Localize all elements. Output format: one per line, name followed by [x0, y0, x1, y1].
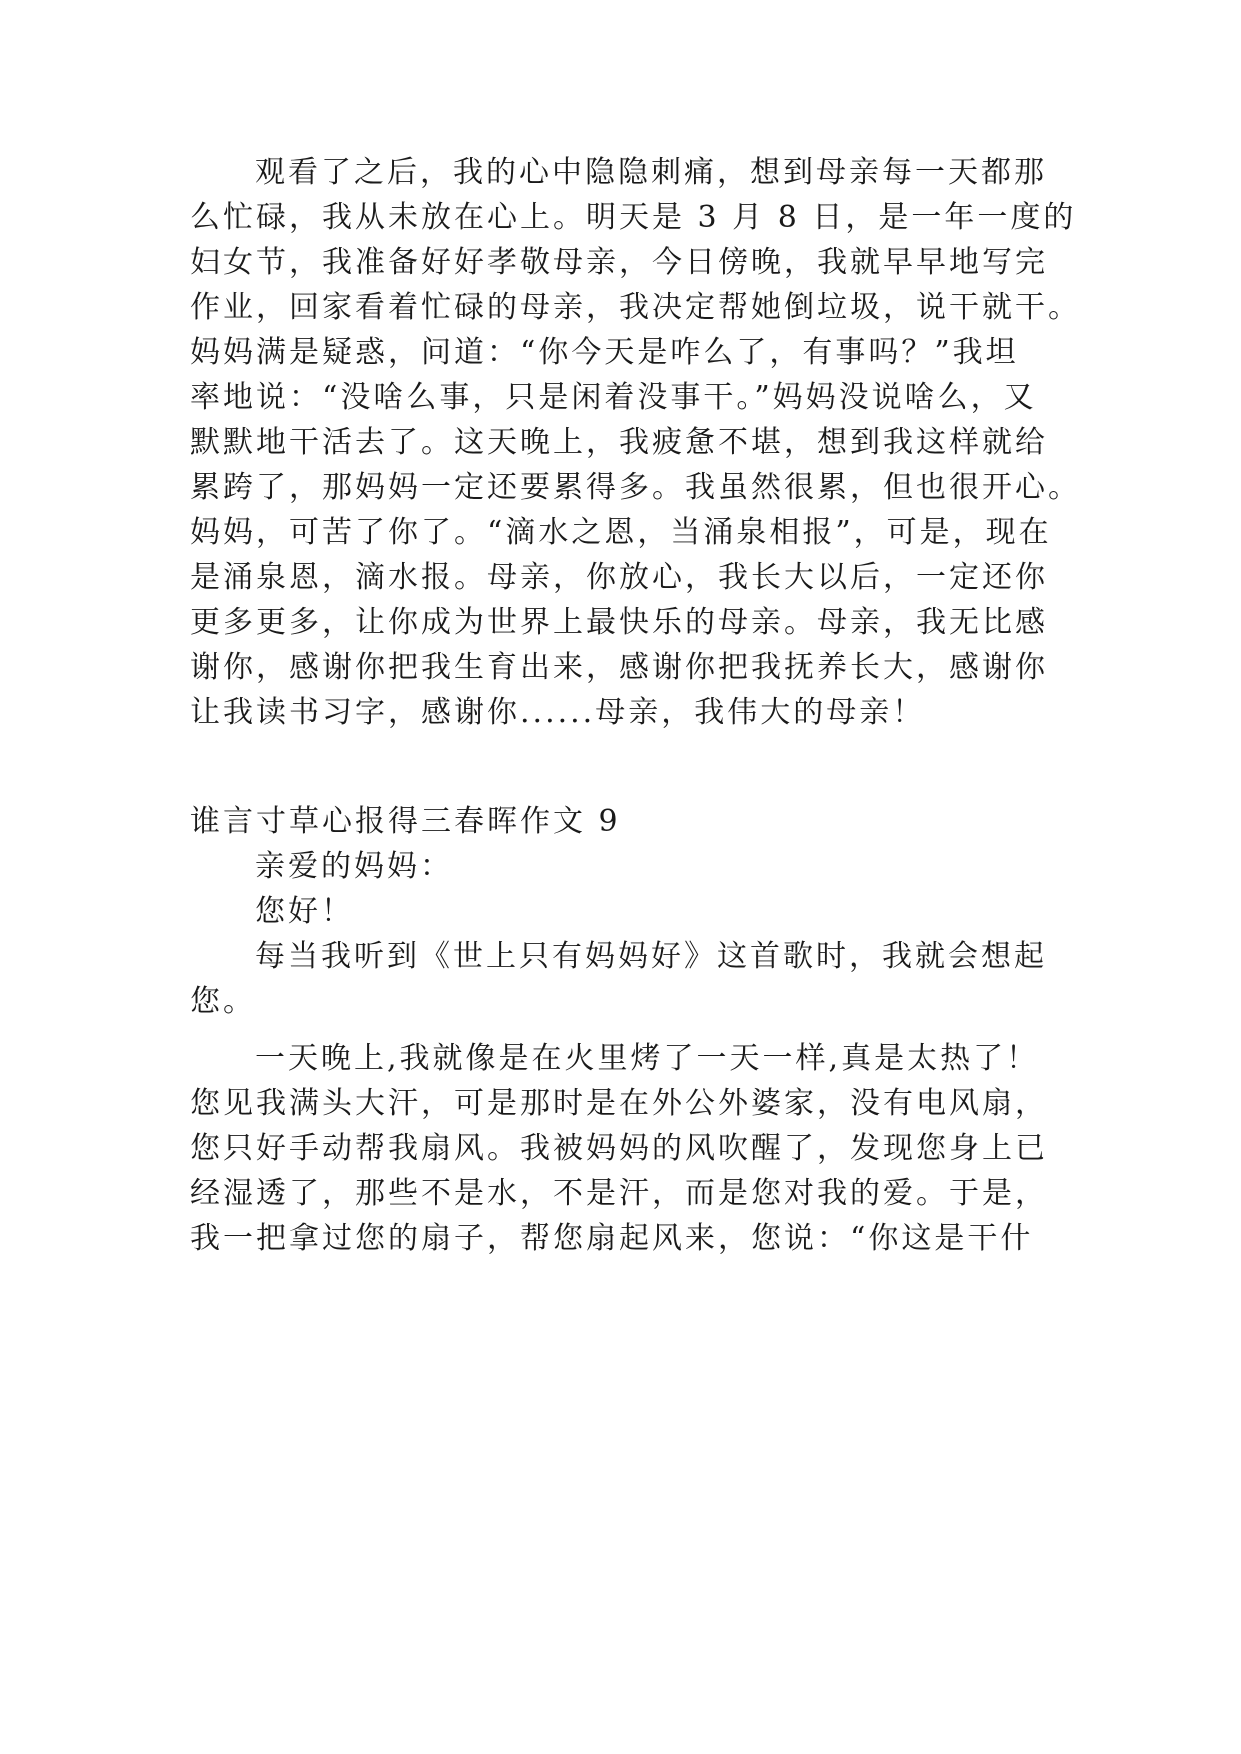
- paragraph-line: 妈妈，可苦了你了。“滴水之恩，当涌泉相报”，可是，现在: [190, 515, 1052, 550]
- paragraph-line: 让我读书习字，感谢你......母亲，我伟大的母亲！: [190, 695, 926, 730]
- paragraph-line: 作业，回家看着忙碌的母亲，我决定帮她倒垃圾，说干就干。: [190, 290, 1081, 325]
- paragraph-line: 观看了之后，我的心中隐隐刺痛，想到母亲每一天都那: [255, 155, 1047, 190]
- paragraph-line: 么忙碌，我从未放在心上。明天是 3 月 8 日，是一年一度的: [190, 200, 1077, 235]
- letter-greeting: 亲爱的妈妈：: [255, 849, 453, 884]
- paragraph-line: 谢你，感谢你把我生育出来，感谢你把我抚养长大，感谢你: [190, 650, 1048, 685]
- paragraph-line: 您。: [190, 984, 256, 1019]
- paragraph-line: 您只好手动帮我扇风。我被妈妈的风吹醒了，发现您身上已: [190, 1131, 1048, 1166]
- paragraph-line: 累跨了，那妈妈一定还要累得多。我虽然很累，但也很开心。: [190, 470, 1081, 505]
- paragraph-line: 经湿透了，那些不是水，不是汗，而是您对我的爱。于是，: [190, 1176, 1048, 1211]
- letter-salutation: 您好！: [255, 894, 354, 929]
- paragraph-line: 更多更多，让你成为世界上最快乐的母亲。母亲，我无比感: [190, 605, 1048, 640]
- paragraph-line: 妇女节，我准备好好孝敬母亲，今日傍晚，我就早早地写完: [190, 245, 1048, 280]
- paragraph-line: 妈妈满是疑惑，问道：“你今天是咋么了，有事吗？”我坦: [190, 335, 1019, 370]
- section-title: 谁言寸草心报得三春晖作文 9: [190, 804, 621, 839]
- paragraph-line: 是涌泉恩，滴水报。母亲，你放心，我长大以后，一定还你: [190, 560, 1048, 595]
- paragraph-line: 默默地干活去了。这天晚上，我疲惫不堪，想到我这样就给: [190, 425, 1048, 460]
- paragraph-line: 您见我满头大汗，可是那时是在外公外婆家，没有电风扇，: [190, 1086, 1048, 1121]
- paragraph-line: 每当我听到《世上只有妈妈好》这首歌时，我就会想起: [255, 939, 1047, 974]
- paragraph-line: 我一把拿过您的扇子，帮您扇起风来，您说：“你这是干什: [190, 1221, 1034, 1256]
- paragraph-line: 率地说：“没啥么事，只是闲着没事干。”妈妈没说啥么，又: [190, 380, 1037, 415]
- paragraph-line: 一天晚上,我就像是在火里烤了一天一样,真是太热了！: [255, 1041, 1040, 1076]
